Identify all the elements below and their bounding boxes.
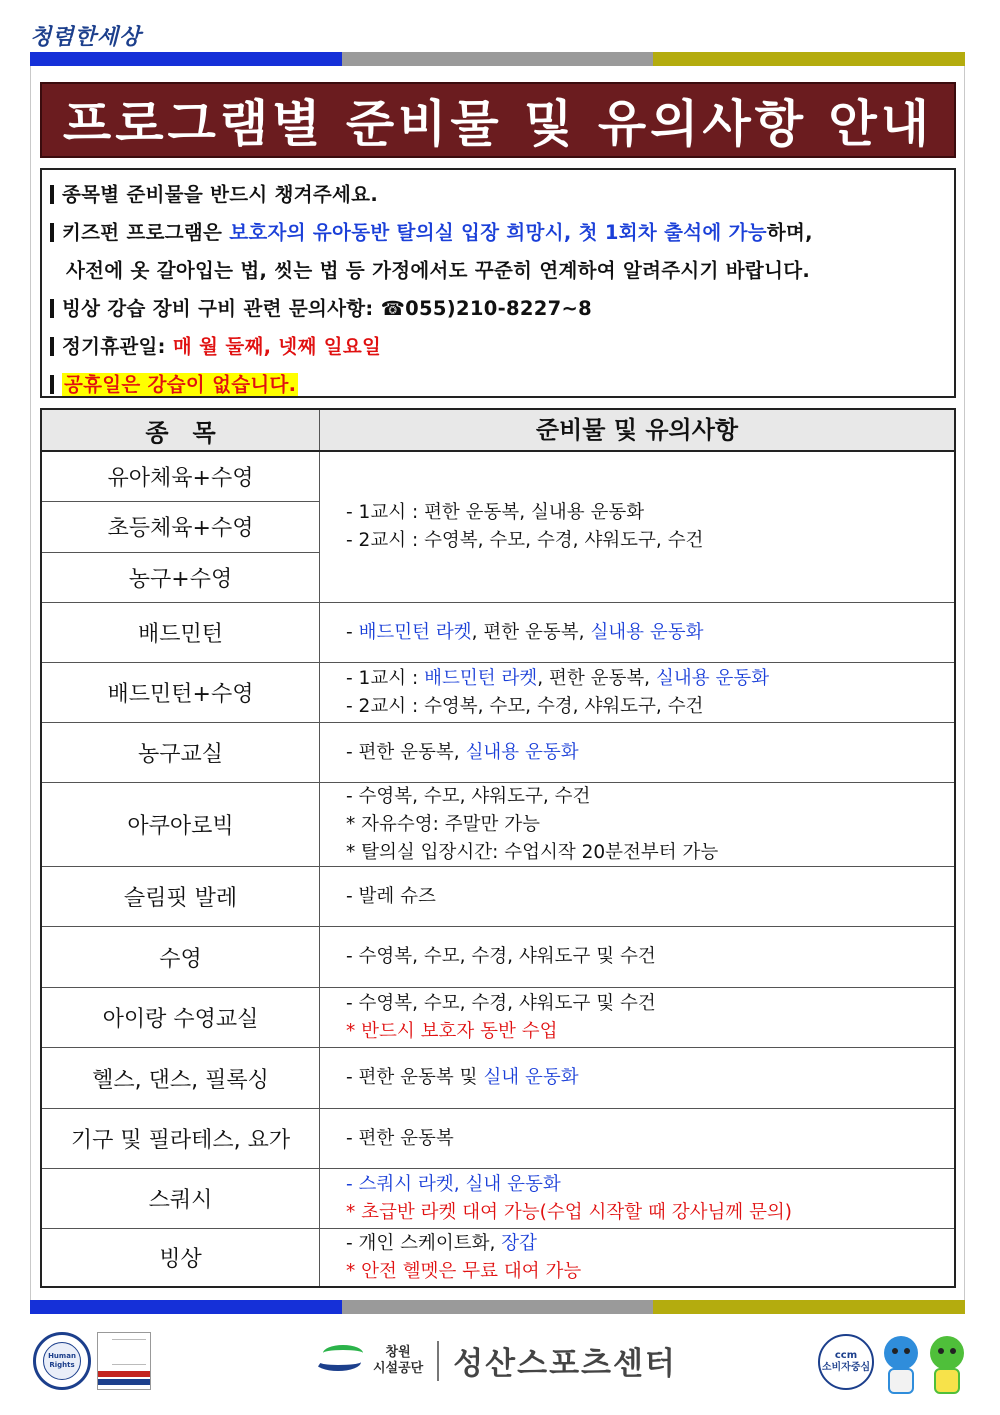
program-name: 배드민턴+수영 — [42, 663, 320, 722]
bottom-color-stripe — [30, 1300, 965, 1314]
integrity-logo — [30, 20, 200, 50]
bullet-bar-icon — [50, 223, 54, 242]
program-name: 초등체육+수영 — [42, 501, 319, 551]
title-banner — [40, 82, 956, 158]
program-notes: - 편한 운동복 — [346, 1127, 454, 1149]
table-row — [42, 866, 954, 926]
ccm-badge-text: ccm 소비자중심 — [821, 1350, 871, 1373]
program-name: 아쿠아로빅 — [42, 783, 320, 866]
org-name: 창원 시설공단 — [373, 1344, 424, 1376]
table-row — [42, 722, 954, 782]
notice-box — [40, 168, 956, 398]
program-notes: - 스쿼시 라켓, 실내 운동화 * 초급반 라켓 대여 가능(수업 시작할 때 강사님께 문의) — [346, 1173, 793, 1223]
center-logo — [315, 1338, 677, 1383]
top-color-stripe — [30, 52, 965, 66]
program-name: 빙상 — [42, 1229, 320, 1286]
footer — [0, 1318, 1000, 1408]
program-notes: - 배드민턴 라켓, 편한 운동복, 실내용 운동화 — [346, 621, 704, 643]
notice-line-4: 빙상 강습 장비 구비 관련 문의사항: ☎055)210-8227~8 — [50, 290, 946, 328]
program-notes: - 개인 스케이트화, 장갑 * 안전 헬멧은 무료 대여 가능 — [346, 1232, 582, 1282]
human-rights-badge-icon — [33, 1332, 91, 1390]
program-notes: - 수영복, 수모, 수경, 샤워도구 및 수건 — [346, 946, 656, 967]
bullet-bar-icon — [50, 337, 54, 356]
notice-line-3: 사전에 옷 갈아입는 법, 씻는 법 등 가정에서도 꾸준히 연계하여 알려주시기 바랍니다. — [66, 259, 811, 282]
program-name: 농구+수영 — [42, 552, 319, 602]
notice-line-6 — [50, 366, 946, 404]
program-notes: - 편한 운동복, 실내용 운동화 — [346, 741, 579, 763]
holiday-highlight: 공휴일은 강습이 없습니다. — [64, 373, 297, 396]
program-name: 수영 — [42, 927, 320, 987]
table-row — [42, 1108, 954, 1168]
program-table — [40, 408, 956, 1288]
table-row — [42, 1168, 954, 1228]
header-program: 종 목 — [42, 410, 320, 450]
program-name: 유아체육+수영 — [107, 466, 254, 492]
ccm-badge-icon — [818, 1334, 874, 1390]
program-notes: - 편한 운동복 및 실내 운동화 — [346, 1067, 579, 1088]
program-name: 배드민턴 — [42, 603, 320, 662]
page-title: 프로그램별 준비물 및 유의사항 안내 — [62, 95, 934, 153]
notice-line-1: 종목별 준비물을 반드시 챙겨주세요. — [50, 176, 946, 214]
program-notes: - 수영복, 수모, 샤워도구, 수건 * 자유수영: 주말만 가능 * 탈의실 입장시간: 수업시작 20분전부터 가능 — [346, 785, 719, 863]
changwon-swoosh-icon — [315, 1339, 365, 1383]
program-notes: - 1교시 : 배드민턴 라켓, 편한 운동복, 실내용 운동화 - 2교시 : 수영복, 수모, 수경, 샤워도구, 수건 — [346, 667, 770, 717]
table-header — [42, 410, 954, 452]
phone-number: ☎055)210-8227~8 — [380, 297, 592, 320]
table-row — [42, 782, 954, 866]
center-name: 성산스포츠센터 — [453, 1346, 677, 1382]
notice-line-2: 키즈펀 프로그램은 보호자의 유아동반 탈의실 입장 희망시, 첫 1회차 출석에 가능하며, — [50, 214, 946, 252]
table-row — [42, 926, 954, 987]
header-notes: 준비물 및 유의사항 — [535, 416, 739, 444]
table-row — [42, 1047, 954, 1108]
table-row — [42, 602, 954, 662]
table-row-group — [42, 452, 954, 602]
integrity-logo-text: 청렴한세상 — [30, 24, 142, 50]
bullet-bar-icon — [50, 185, 54, 204]
logo-divider — [437, 1341, 439, 1381]
notice-line-5: 정기휴관일: 매 월 둘째, 넷째 일요일 — [50, 328, 946, 366]
table-row — [42, 662, 954, 722]
program-notes: - 발레 슈즈 — [346, 885, 436, 907]
mascot-green-icon — [924, 1328, 970, 1398]
human-rights-badge-text: Human Rights — [43, 1342, 81, 1380]
bullet-bar-icon — [50, 375, 54, 394]
certification-badge-icon — [97, 1332, 151, 1390]
program-name: 헬스, 댄스, 필록싱 — [42, 1048, 320, 1108]
program-name: 스쿼시 — [42, 1169, 320, 1228]
table-row — [42, 987, 954, 1047]
mascot-blue-icon — [878, 1328, 924, 1398]
program-name: 아이랑 수영교실 — [42, 988, 320, 1047]
program-name: 슬림핏 발레 — [42, 867, 320, 926]
program-name: 기구 및 필라테스, 요가 — [42, 1109, 320, 1168]
table-row — [42, 1228, 954, 1286]
program-notes: - 수영복, 수모, 수경, 샤워도구 및 수건 * 반드시 보호자 동반 수업 — [346, 992, 656, 1042]
program-name: 농구교실 — [42, 723, 320, 782]
bullet-bar-icon — [50, 299, 54, 318]
program-notes: - 1교시 : 편한 운동복, 실내용 운동화 - 2교시 : 수영복, 수모, 수경, 샤워도구, 수건 — [346, 502, 704, 551]
